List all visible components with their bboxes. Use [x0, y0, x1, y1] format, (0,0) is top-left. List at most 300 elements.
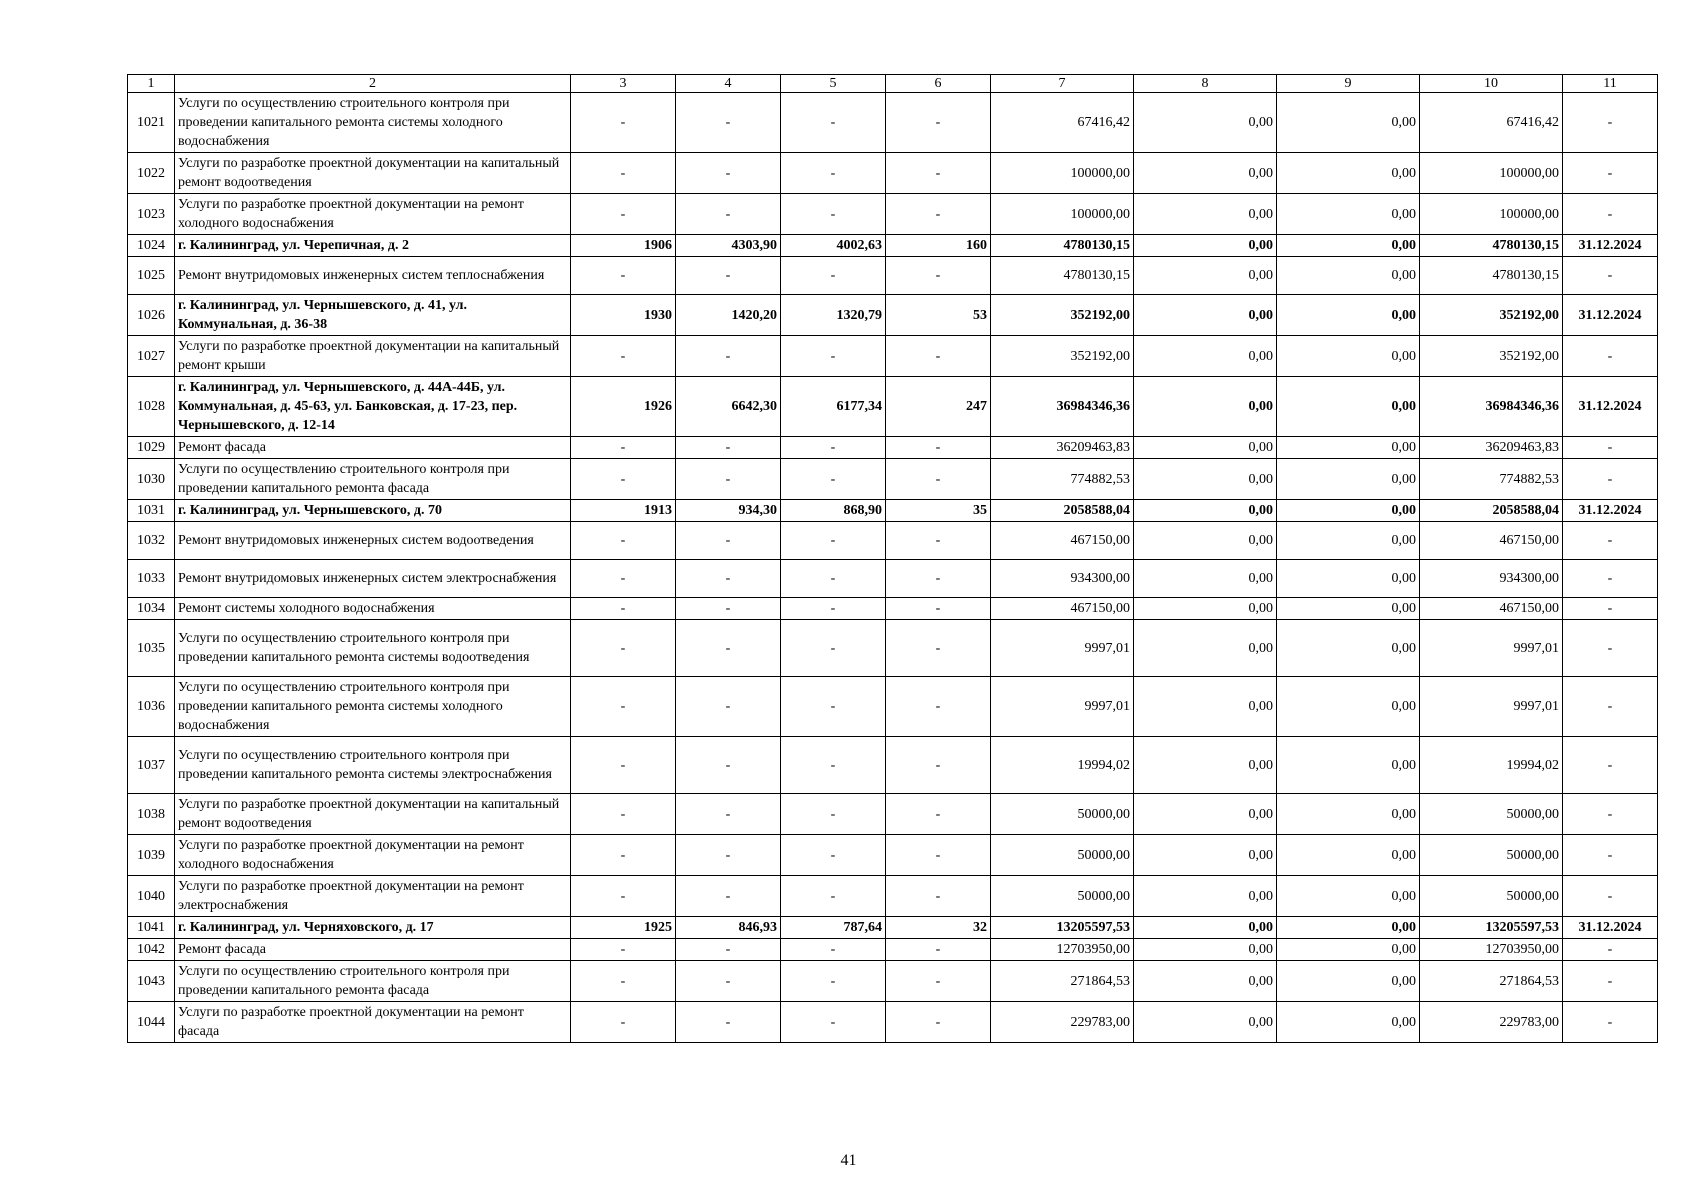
header-col-3: 3 — [571, 75, 676, 93]
col-8-value: 0,00 — [1134, 336, 1277, 377]
col-6-value: - — [886, 794, 991, 835]
col-4-value: - — [676, 835, 781, 876]
work-row — [128, 677, 1658, 737]
work-description: Ремонт фасада — [175, 437, 571, 459]
col-7-value: 9997,01 — [991, 677, 1134, 737]
col-9-value: 0,00 — [1277, 459, 1420, 500]
col-11-value: - — [1563, 560, 1658, 598]
col-3-value: - — [571, 620, 676, 677]
col-6-value: - — [886, 153, 991, 194]
work-row — [128, 737, 1658, 794]
work-row — [128, 1002, 1658, 1043]
work-description: г. Калининград, ул. Чернышевского, д. 70 — [175, 500, 571, 522]
col-7-value: 50000,00 — [991, 794, 1134, 835]
col-3-value: - — [571, 459, 676, 500]
header-col-7: 7 — [991, 75, 1134, 93]
col-9-value: 0,00 — [1277, 336, 1420, 377]
header-col-11: 11 — [1563, 75, 1658, 93]
col-9-value: 0,00 — [1277, 917, 1420, 939]
work-row — [128, 620, 1658, 677]
work-description: Ремонт внутридомовых инженерных систем теплоснабжения — [175, 257, 571, 295]
work-row — [128, 876, 1658, 917]
row-number: 1036 — [128, 677, 175, 737]
col-3-value: - — [571, 939, 676, 961]
col-6-value: 53 — [886, 295, 991, 336]
row-number: 1031 — [128, 500, 175, 522]
col-11-value: - — [1563, 794, 1658, 835]
row-number: 1022 — [128, 153, 175, 194]
col-10-value: 67416,42 — [1420, 93, 1563, 153]
col-10-value: 50000,00 — [1420, 876, 1563, 917]
col-7-value: 229783,00 — [991, 1002, 1134, 1043]
col-4-value: - — [676, 522, 781, 560]
col-7-value: 9997,01 — [991, 620, 1134, 677]
col-5-value: - — [781, 336, 886, 377]
row-number: 1038 — [128, 794, 175, 835]
col-6-value: - — [886, 876, 991, 917]
col-11-value: - — [1563, 437, 1658, 459]
col-5-value: - — [781, 560, 886, 598]
col-4-value: - — [676, 437, 781, 459]
col-3-value: - — [571, 876, 676, 917]
work-description: Услуги по разработке проектной документации на ремонт холодного водоснабжения — [175, 194, 571, 235]
header-col-10: 10 — [1420, 75, 1563, 93]
col-7-value: 50000,00 — [991, 835, 1134, 876]
row-number: 1039 — [128, 835, 175, 876]
col-3-value: - — [571, 437, 676, 459]
col-7-value: 271864,53 — [991, 961, 1134, 1002]
col-6-value: - — [886, 522, 991, 560]
col-8-value: 0,00 — [1134, 677, 1277, 737]
col-5-value: - — [781, 598, 886, 620]
address-row — [128, 917, 1658, 939]
col-4-value: - — [676, 939, 781, 961]
col-9-value: 0,00 — [1277, 194, 1420, 235]
col-6-value: - — [886, 737, 991, 794]
col-7-value: 36209463,83 — [991, 437, 1134, 459]
col-11-value: - — [1563, 620, 1658, 677]
col-9-value: 0,00 — [1277, 437, 1420, 459]
col-9-value: 0,00 — [1277, 961, 1420, 1002]
work-row — [128, 522, 1658, 560]
header-col-6: 6 — [886, 75, 991, 93]
col-7-value: 36984346,36 — [991, 377, 1134, 437]
col-10-value: 352192,00 — [1420, 295, 1563, 336]
row-number: 1042 — [128, 939, 175, 961]
row-number: 1023 — [128, 194, 175, 235]
header-col-4: 4 — [676, 75, 781, 93]
col-3-value: 1925 — [571, 917, 676, 939]
col-3-value: - — [571, 1002, 676, 1043]
col-7-value: 2058588,04 — [991, 500, 1134, 522]
work-description: Ремонт внутридомовых инженерных систем водоотведения — [175, 522, 571, 560]
work-description: г. Калининград, ул. Черняховского, д. 17 — [175, 917, 571, 939]
address-row — [128, 500, 1658, 522]
col-11-value: - — [1563, 961, 1658, 1002]
work-description: Услуги по осуществлению строительного контроля при проведении капитального ремонта фасада — [175, 459, 571, 500]
row-number: 1026 — [128, 295, 175, 336]
col-7-value: 352192,00 — [991, 336, 1134, 377]
col-9-value: 0,00 — [1277, 522, 1420, 560]
header-col-8: 8 — [1134, 75, 1277, 93]
col-8-value: 0,00 — [1134, 295, 1277, 336]
work-description: г. Калининград, ул. Черепичная, д. 2 — [175, 235, 571, 257]
row-number: 1024 — [128, 235, 175, 257]
col-8-value: 0,00 — [1134, 522, 1277, 560]
col-11-value: - — [1563, 835, 1658, 876]
col-6-value: - — [886, 437, 991, 459]
col-10-value: 271864,53 — [1420, 961, 1563, 1002]
col-6-value: - — [886, 1002, 991, 1043]
col-5-value: - — [781, 1002, 886, 1043]
col-9-value: 0,00 — [1277, 939, 1420, 961]
col-11-value: - — [1563, 677, 1658, 737]
col-5-value: - — [781, 459, 886, 500]
col-11-value: - — [1563, 194, 1658, 235]
col-9-value: 0,00 — [1277, 620, 1420, 677]
row-number: 1034 — [128, 598, 175, 620]
work-description: Услуги по разработке проектной документации на капитальный ремонт водоотведения — [175, 794, 571, 835]
col-5-value: - — [781, 93, 886, 153]
col-7-value: 19994,02 — [991, 737, 1134, 794]
header-col-1: 1 — [128, 75, 175, 93]
col-5-value: - — [781, 835, 886, 876]
col-5-value: - — [781, 257, 886, 295]
col-3-value: 1906 — [571, 235, 676, 257]
col-6-value: - — [886, 677, 991, 737]
col-5-value: - — [781, 677, 886, 737]
col-10-value: 4780130,15 — [1420, 257, 1563, 295]
col-5-value: - — [781, 522, 886, 560]
col-10-value: 4780130,15 — [1420, 235, 1563, 257]
col-4-value: - — [676, 153, 781, 194]
col-3-value: - — [571, 961, 676, 1002]
col-3-value: - — [571, 336, 676, 377]
works-table — [127, 74, 1658, 1043]
col-10-value: 13205597,53 — [1420, 917, 1563, 939]
col-5-value: - — [781, 153, 886, 194]
col-7-value: 774882,53 — [991, 459, 1134, 500]
document-sheet — [127, 74, 1657, 1043]
col-8-value: 0,00 — [1134, 437, 1277, 459]
col-9-value: 0,00 — [1277, 500, 1420, 522]
col-6-value: - — [886, 620, 991, 677]
col-9-value: 0,00 — [1277, 677, 1420, 737]
col-3-value: - — [571, 93, 676, 153]
work-description: Услуги по разработке проектной документации на ремонт электроснабжения — [175, 876, 571, 917]
col-5-value: - — [781, 876, 886, 917]
page-number: 41 — [840, 1152, 857, 1169]
col-4-value: - — [676, 1002, 781, 1043]
work-row — [128, 961, 1658, 1002]
col-3-value: - — [571, 153, 676, 194]
work-description: Услуги по разработке проектной документации на капитальный ремонт водоотведения — [175, 153, 571, 194]
col-7-value: 100000,00 — [991, 194, 1134, 235]
header-col-5: 5 — [781, 75, 886, 93]
col-6-value: 160 — [886, 235, 991, 257]
col-6-value: - — [886, 560, 991, 598]
work-description: Услуги по осуществлению строительного контроля при проведении капитального ремонта системы холодного водоснабжения — [175, 677, 571, 737]
col-6-value: - — [886, 459, 991, 500]
col-7-value: 467150,00 — [991, 522, 1134, 560]
col-3-value: - — [571, 677, 676, 737]
work-row — [128, 194, 1658, 235]
col-5-value: - — [781, 961, 886, 1002]
col-4-value: 6642,30 — [676, 377, 781, 437]
col-3-value: - — [571, 794, 676, 835]
col-10-value: 36984346,36 — [1420, 377, 1563, 437]
col-9-value: 0,00 — [1277, 876, 1420, 917]
row-number: 1044 — [128, 1002, 175, 1043]
col-6-value: - — [886, 939, 991, 961]
col-3-value: 1913 — [571, 500, 676, 522]
col-5-value: 787,64 — [781, 917, 886, 939]
row-number: 1021 — [128, 93, 175, 153]
col-3-value: - — [571, 522, 676, 560]
work-row — [128, 794, 1658, 835]
work-row — [128, 437, 1658, 459]
col-11-value: 31.12.2024 — [1563, 500, 1658, 522]
work-description: Ремонт системы холодного водоснабжения — [175, 598, 571, 620]
work-description: Услуги по осуществлению строительного контроля при проведении капитального ремонта системы электроснабжения — [175, 737, 571, 794]
work-row — [128, 153, 1658, 194]
work-description: Услуги по осуществлению строительного контроля при проведении капитального ремонта системы холодного водоснабжения — [175, 93, 571, 153]
col-3-value: - — [571, 835, 676, 876]
col-10-value: 2058588,04 — [1420, 500, 1563, 522]
col-5-value: 6177,34 — [781, 377, 886, 437]
col-7-value: 13205597,53 — [991, 917, 1134, 939]
col-8-value: 0,00 — [1134, 598, 1277, 620]
col-8-value: 0,00 — [1134, 459, 1277, 500]
col-11-value: - — [1563, 522, 1658, 560]
col-5-value: - — [781, 737, 886, 794]
col-8-value: 0,00 — [1134, 835, 1277, 876]
col-9-value: 0,00 — [1277, 153, 1420, 194]
col-4-value: 1420,20 — [676, 295, 781, 336]
col-6-value: - — [886, 257, 991, 295]
col-8-value: 0,00 — [1134, 377, 1277, 437]
col-5-value: - — [781, 437, 886, 459]
address-row — [128, 295, 1658, 336]
col-6-value: 32 — [886, 917, 991, 939]
col-8-value: 0,00 — [1134, 939, 1277, 961]
col-9-value: 0,00 — [1277, 377, 1420, 437]
col-10-value: 50000,00 — [1420, 794, 1563, 835]
col-7-value: 352192,00 — [991, 295, 1134, 336]
col-4-value: - — [676, 876, 781, 917]
col-8-value: 0,00 — [1134, 1002, 1277, 1043]
col-11-value: - — [1563, 93, 1658, 153]
col-8-value: 0,00 — [1134, 917, 1277, 939]
col-11-value: - — [1563, 939, 1658, 961]
row-number: 1035 — [128, 620, 175, 677]
col-9-value: 0,00 — [1277, 560, 1420, 598]
header-col-2: 2 — [175, 75, 571, 93]
col-5-value: - — [781, 194, 886, 235]
col-10-value: 9997,01 — [1420, 620, 1563, 677]
col-8-value: 0,00 — [1134, 620, 1277, 677]
col-6-value: - — [886, 93, 991, 153]
work-row — [128, 835, 1658, 876]
col-8-value: 0,00 — [1134, 737, 1277, 794]
col-7-value: 100000,00 — [991, 153, 1134, 194]
address-row — [128, 377, 1658, 437]
col-10-value: 12703950,00 — [1420, 939, 1563, 961]
col-4-value: - — [676, 93, 781, 153]
work-description: г. Калининград, ул. Чернышевского, д. 41, ул. Коммунальная, д. 36-38 — [175, 295, 571, 336]
row-number: 1030 — [128, 459, 175, 500]
address-row — [128, 235, 1658, 257]
col-7-value: 50000,00 — [991, 876, 1134, 917]
work-row — [128, 336, 1658, 377]
table-header — [128, 75, 1658, 93]
col-3-value: 1930 — [571, 295, 676, 336]
col-10-value: 352192,00 — [1420, 336, 1563, 377]
work-row — [128, 93, 1658, 153]
col-6-value: - — [886, 336, 991, 377]
row-number: 1033 — [128, 560, 175, 598]
row-number: 1028 — [128, 377, 175, 437]
col-6-value: - — [886, 835, 991, 876]
col-8-value: 0,00 — [1134, 961, 1277, 1002]
col-11-value: 31.12.2024 — [1563, 377, 1658, 437]
col-5-value: 868,90 — [781, 500, 886, 522]
table-body — [128, 93, 1658, 1043]
col-4-value: - — [676, 560, 781, 598]
col-8-value: 0,00 — [1134, 153, 1277, 194]
col-3-value: 1926 — [571, 377, 676, 437]
work-row — [128, 459, 1658, 500]
row-number: 1032 — [128, 522, 175, 560]
col-4-value: - — [676, 737, 781, 794]
work-description: Ремонт фасада — [175, 939, 571, 961]
col-4-value: - — [676, 794, 781, 835]
col-10-value: 934300,00 — [1420, 560, 1563, 598]
col-3-value: - — [571, 257, 676, 295]
work-description: Услуги по осуществлению строительного контроля при проведении капитального ремонта фасада — [175, 961, 571, 1002]
row-number: 1037 — [128, 737, 175, 794]
col-8-value: 0,00 — [1134, 794, 1277, 835]
col-3-value: - — [571, 194, 676, 235]
col-8-value: 0,00 — [1134, 500, 1277, 522]
col-6-value: - — [886, 194, 991, 235]
col-9-value: 0,00 — [1277, 235, 1420, 257]
col-9-value: 0,00 — [1277, 835, 1420, 876]
col-7-value: 4780130,15 — [991, 235, 1134, 257]
col-11-value: - — [1563, 336, 1658, 377]
col-10-value: 774882,53 — [1420, 459, 1563, 500]
col-10-value: 467150,00 — [1420, 598, 1563, 620]
row-number: 1029 — [128, 437, 175, 459]
col-5-value: - — [781, 794, 886, 835]
col-5-value: - — [781, 620, 886, 677]
col-4-value: - — [676, 598, 781, 620]
col-11-value: 31.12.2024 — [1563, 295, 1658, 336]
col-8-value: 0,00 — [1134, 235, 1277, 257]
col-8-value: 0,00 — [1134, 560, 1277, 598]
col-11-value: - — [1563, 153, 1658, 194]
row-number: 1043 — [128, 961, 175, 1002]
work-description: Услуги по осуществлению строительного контроля при проведении капитального ремонта системы водоотведения — [175, 620, 571, 677]
col-3-value: - — [571, 560, 676, 598]
col-9-value: 0,00 — [1277, 737, 1420, 794]
col-4-value: - — [676, 677, 781, 737]
col-4-value: 846,93 — [676, 917, 781, 939]
col-7-value: 467150,00 — [991, 598, 1134, 620]
col-5-value: 4002,63 — [781, 235, 886, 257]
col-10-value: 100000,00 — [1420, 194, 1563, 235]
col-4-value: 934,30 — [676, 500, 781, 522]
work-row — [128, 257, 1658, 295]
col-6-value: - — [886, 598, 991, 620]
col-11-value: - — [1563, 876, 1658, 917]
row-number: 1025 — [128, 257, 175, 295]
col-7-value: 67416,42 — [991, 93, 1134, 153]
col-4-value: - — [676, 194, 781, 235]
col-10-value: 100000,00 — [1420, 153, 1563, 194]
col-11-value: - — [1563, 737, 1658, 794]
col-8-value: 0,00 — [1134, 93, 1277, 153]
col-4-value: - — [676, 257, 781, 295]
col-11-value: 31.12.2024 — [1563, 917, 1658, 939]
col-10-value: 36209463,83 — [1420, 437, 1563, 459]
col-9-value: 0,00 — [1277, 598, 1420, 620]
work-row — [128, 939, 1658, 961]
work-description: Услуги по разработке проектной документации на ремонт холодного водоснабжения — [175, 835, 571, 876]
work-description: Услуги по разработке проектной документации на ремонт фасада — [175, 1002, 571, 1043]
col-3-value: - — [571, 598, 676, 620]
col-11-value: - — [1563, 459, 1658, 500]
col-6-value: 247 — [886, 377, 991, 437]
col-9-value: 0,00 — [1277, 257, 1420, 295]
work-description: Услуги по разработке проектной документации на капитальный ремонт крыши — [175, 336, 571, 377]
col-9-value: 0,00 — [1277, 93, 1420, 153]
row-number: 1027 — [128, 336, 175, 377]
col-10-value: 9997,01 — [1420, 677, 1563, 737]
col-10-value: 229783,00 — [1420, 1002, 1563, 1043]
work-row — [128, 598, 1658, 620]
col-9-value: 0,00 — [1277, 794, 1420, 835]
work-row — [128, 560, 1658, 598]
col-5-value: 1320,79 — [781, 295, 886, 336]
col-7-value: 4780130,15 — [991, 257, 1134, 295]
col-11-value: - — [1563, 598, 1658, 620]
col-4-value: 4303,90 — [676, 235, 781, 257]
col-4-value: - — [676, 336, 781, 377]
col-8-value: 0,00 — [1134, 194, 1277, 235]
col-9-value: 0,00 — [1277, 295, 1420, 336]
col-5-value: - — [781, 939, 886, 961]
col-11-value: - — [1563, 1002, 1658, 1043]
col-11-value: 31.12.2024 — [1563, 235, 1658, 257]
col-8-value: 0,00 — [1134, 257, 1277, 295]
header-col-9: 9 — [1277, 75, 1420, 93]
col-4-value: - — [676, 961, 781, 1002]
row-number: 1041 — [128, 917, 175, 939]
row-number: 1040 — [128, 876, 175, 917]
work-description: Ремонт внутридомовых инженерных систем электроснабжения — [175, 560, 571, 598]
col-3-value: - — [571, 737, 676, 794]
col-4-value: - — [676, 459, 781, 500]
header-row — [128, 75, 1658, 93]
work-description: г. Калининград, ул. Чернышевского, д. 44А-44Б, ул. Коммунальная, д. 45-63, ул. Банковская, д. 17-23, пер. Чернышевского, д. 12-14 — [175, 377, 571, 437]
col-6-value: 35 — [886, 500, 991, 522]
col-10-value: 467150,00 — [1420, 522, 1563, 560]
col-11-value: - — [1563, 257, 1658, 295]
col-10-value: 50000,00 — [1420, 835, 1563, 876]
col-7-value: 12703950,00 — [991, 939, 1134, 961]
col-7-value: 934300,00 — [991, 560, 1134, 598]
